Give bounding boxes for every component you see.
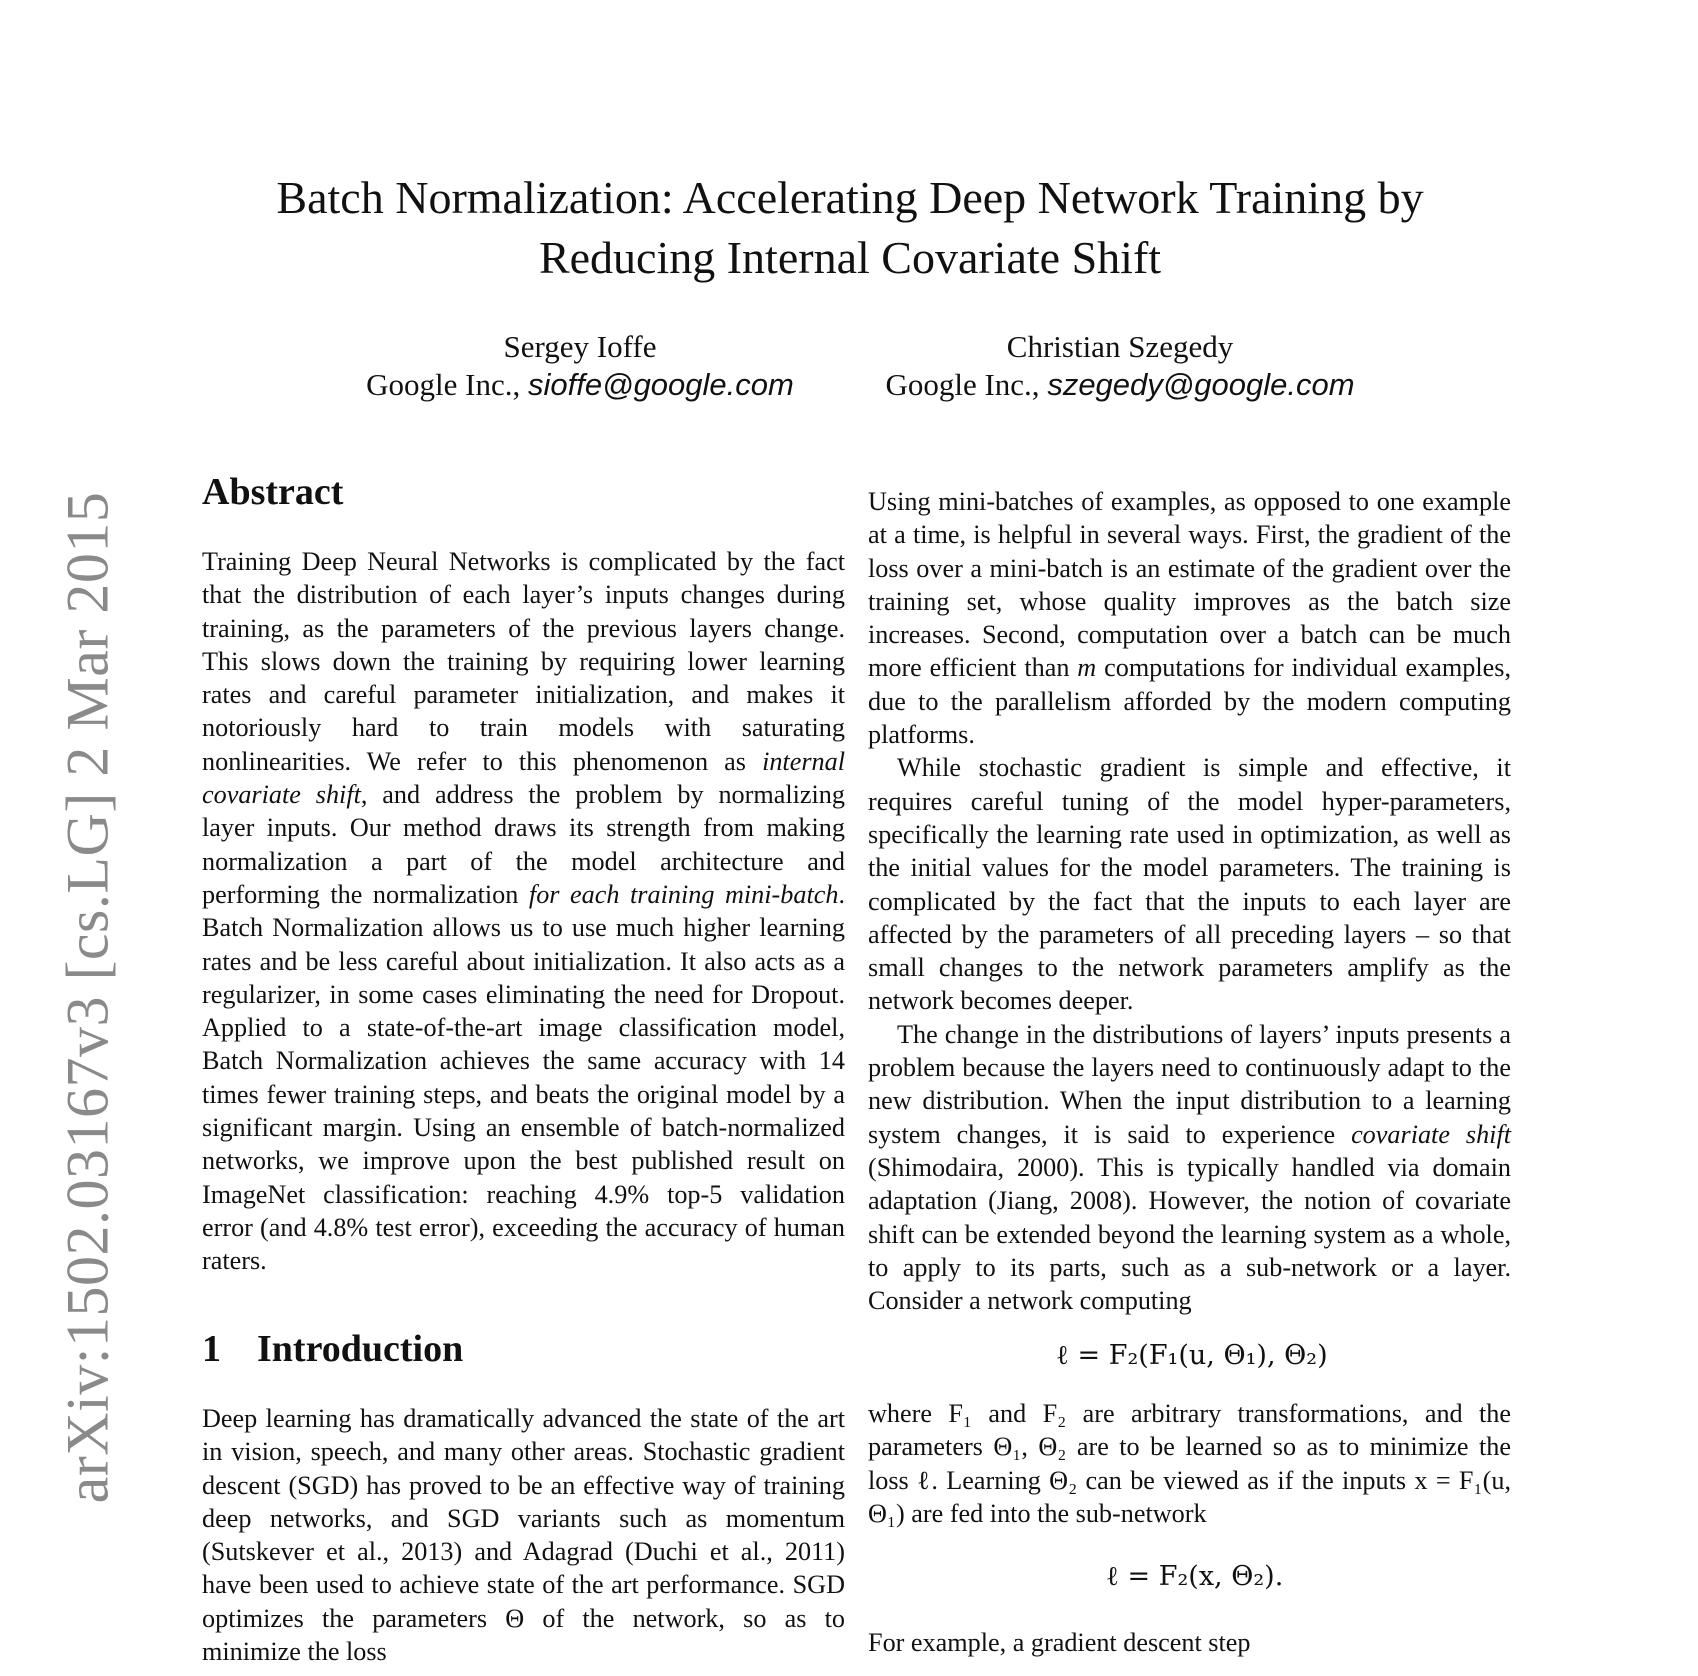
abstract-body (202, 545, 845, 1278)
right-column-tail (868, 1626, 1511, 1659)
emphasis-term: covariate shift (1351, 1119, 1511, 1149)
introduction-heading (202, 1327, 463, 1371)
paragraph-gradient-step: For example, a gradient descent step (868, 1628, 1251, 1657)
abstract-emphasis-1: internal covariate shift (202, 746, 845, 810)
paragraph-covariate-shift (868, 1018, 1511, 1318)
paragraph-transformations: where F₁ and F₂ are arbitrary transformations, and the parameters Θ₁, Θ₂ are to be learned so as to minimize the loss ℓ. Learning Θ₂ can be viewed as if the inputs x = F₁(u, Θ₁) are fed into the sub-network (868, 1399, 1511, 1528)
section-title: Introduction (257, 1328, 464, 1370)
author-name: Christian Szegedy (1006, 329, 1234, 364)
author-1 (320, 328, 840, 404)
title-line-2: Reducing Internal Covariate Shift (538, 232, 1162, 283)
author-affiliation-line (860, 366, 1380, 404)
arxiv-sidebar-stamp (38, 491, 138, 1504)
paragraph-text: (Shimodaira, 2000). This is typically handled via domain adaptation (Jiang, 2008). However, the notion of covariate shift can be extended beyond the learning system as a whole, to apply to its parts, such as a sub-network or a layer. Consider a network computing (868, 1152, 1511, 1316)
abstract-heading: Abstract (202, 471, 344, 513)
author-2 (860, 328, 1380, 404)
introduction-body (202, 1402, 845, 1668)
author-affiliation: Google Inc., (885, 367, 1040, 402)
author-name: Sergey Ioffe (503, 329, 657, 364)
abstract-text-1: Training Deep Neural Networks is complicated by the fact that the distribution of each layer’s inputs changes during training, as the parameters of the previous layers change. This slows down the training by requiring lower learning rates and careful parameter initialization, and makes it notoriously hard to train models with saturating nonlinearities. We refer to this phenomenon as (202, 547, 845, 776)
paragraph-text: The change in the distributions of layers’ inputs presents a problem because the layers need to continuously adapt to the new distribution. When the input distribution to a learning system changes, it is said to experience (868, 1019, 1511, 1149)
author-email[interactable]: sioffe@google.com (528, 367, 794, 402)
right-column-bottom (868, 1397, 1511, 1530)
author-email[interactable]: szegedy@google.com (1047, 367, 1355, 402)
equation-subnetwork-loss: ℓ = F₂(x, Θ₂). (1106, 1561, 1284, 1592)
arxiv-id: arXiv:1502.03167v3 [cs.LG] 2 Mar 2015 (54, 491, 121, 1504)
introduction-paragraph: Deep learning has dramatically advanced the state of the art in vision, speech, and many other areas. Stochastic gradient descent (SGD) has proved to be an effective way of training deep networks, and SGD variants such as momentum (Sutskever et al., 2013) and Adagrad (Duchi et al., 2011) have been used to achieve state of the art performance. SGD optimizes the parameters Θ of the network, so as to minimize the loss (202, 1404, 845, 1667)
abstract-text-2: , and address the problem by normalizing layer inputs. Our method draws its strength from making normalization a part of the model architecture and performing the normalization (202, 780, 845, 909)
paper-title (180, 168, 1520, 288)
right-column-top (868, 485, 1511, 1317)
abstract-text-3: . Batch Normalization allows us to use much higher learning rates and be less careful about initialization. It also acts as a regularizer, in some cases eliminating the need for Dropout. Applied to a state-of-the-art image classification model, Batch Normalization achieves the same accuracy with 14 times fewer training steps, and beats the original model by a significant margin. Using an ensemble of batch-normalized networks, we improve upon the best published result on ImageNet classification: reaching 4.9% top-5 validation error (and 4.8% test error), exceeding the accuracy of human raters. (202, 879, 845, 1276)
paragraph-text: Using mini-batches of examples, as opposed to one example at a time, is helpful in several ways. First, the gradient of the loss over a mini-batch is an estimate of the gradient over the training set, whose quality improves as the batch size increases. Second, computation over a batch can be much more efficient than (868, 487, 1511, 683)
title-line-1: Batch Normalization: Accelerating Deep Network Training by (276, 172, 1424, 223)
abstract-emphasis-2: for each training mini-batch (528, 879, 839, 909)
paragraph-mini-batches (868, 485, 1511, 751)
equation-network-loss: ℓ = F₂(F₁(u, Θ₁), Θ₂) (1056, 1340, 1328, 1371)
abstract-paragraph (202, 545, 845, 1278)
author-affiliation-line (320, 366, 840, 404)
paragraph-text: computations for individual examples, due to the parallelism afforded by the modern computing platforms. (868, 653, 1512, 750)
author-affiliation: Google Inc., (366, 367, 521, 402)
paragraph-sgd-tuning: While stochastic gradient is simple and effective, it requires careful tuning of the model hyper-parameters, specifically the learning rate used in optimization, as well as the initial values for the model parameters. The training is complicated by the fact that the inputs to each layer are affected by the parameters of all preceding layers – so that small changes to the network parameters amplify as the network becomes deeper. (868, 753, 1511, 1016)
math-variable: m (1077, 653, 1097, 683)
section-number: 1 (202, 1328, 221, 1370)
